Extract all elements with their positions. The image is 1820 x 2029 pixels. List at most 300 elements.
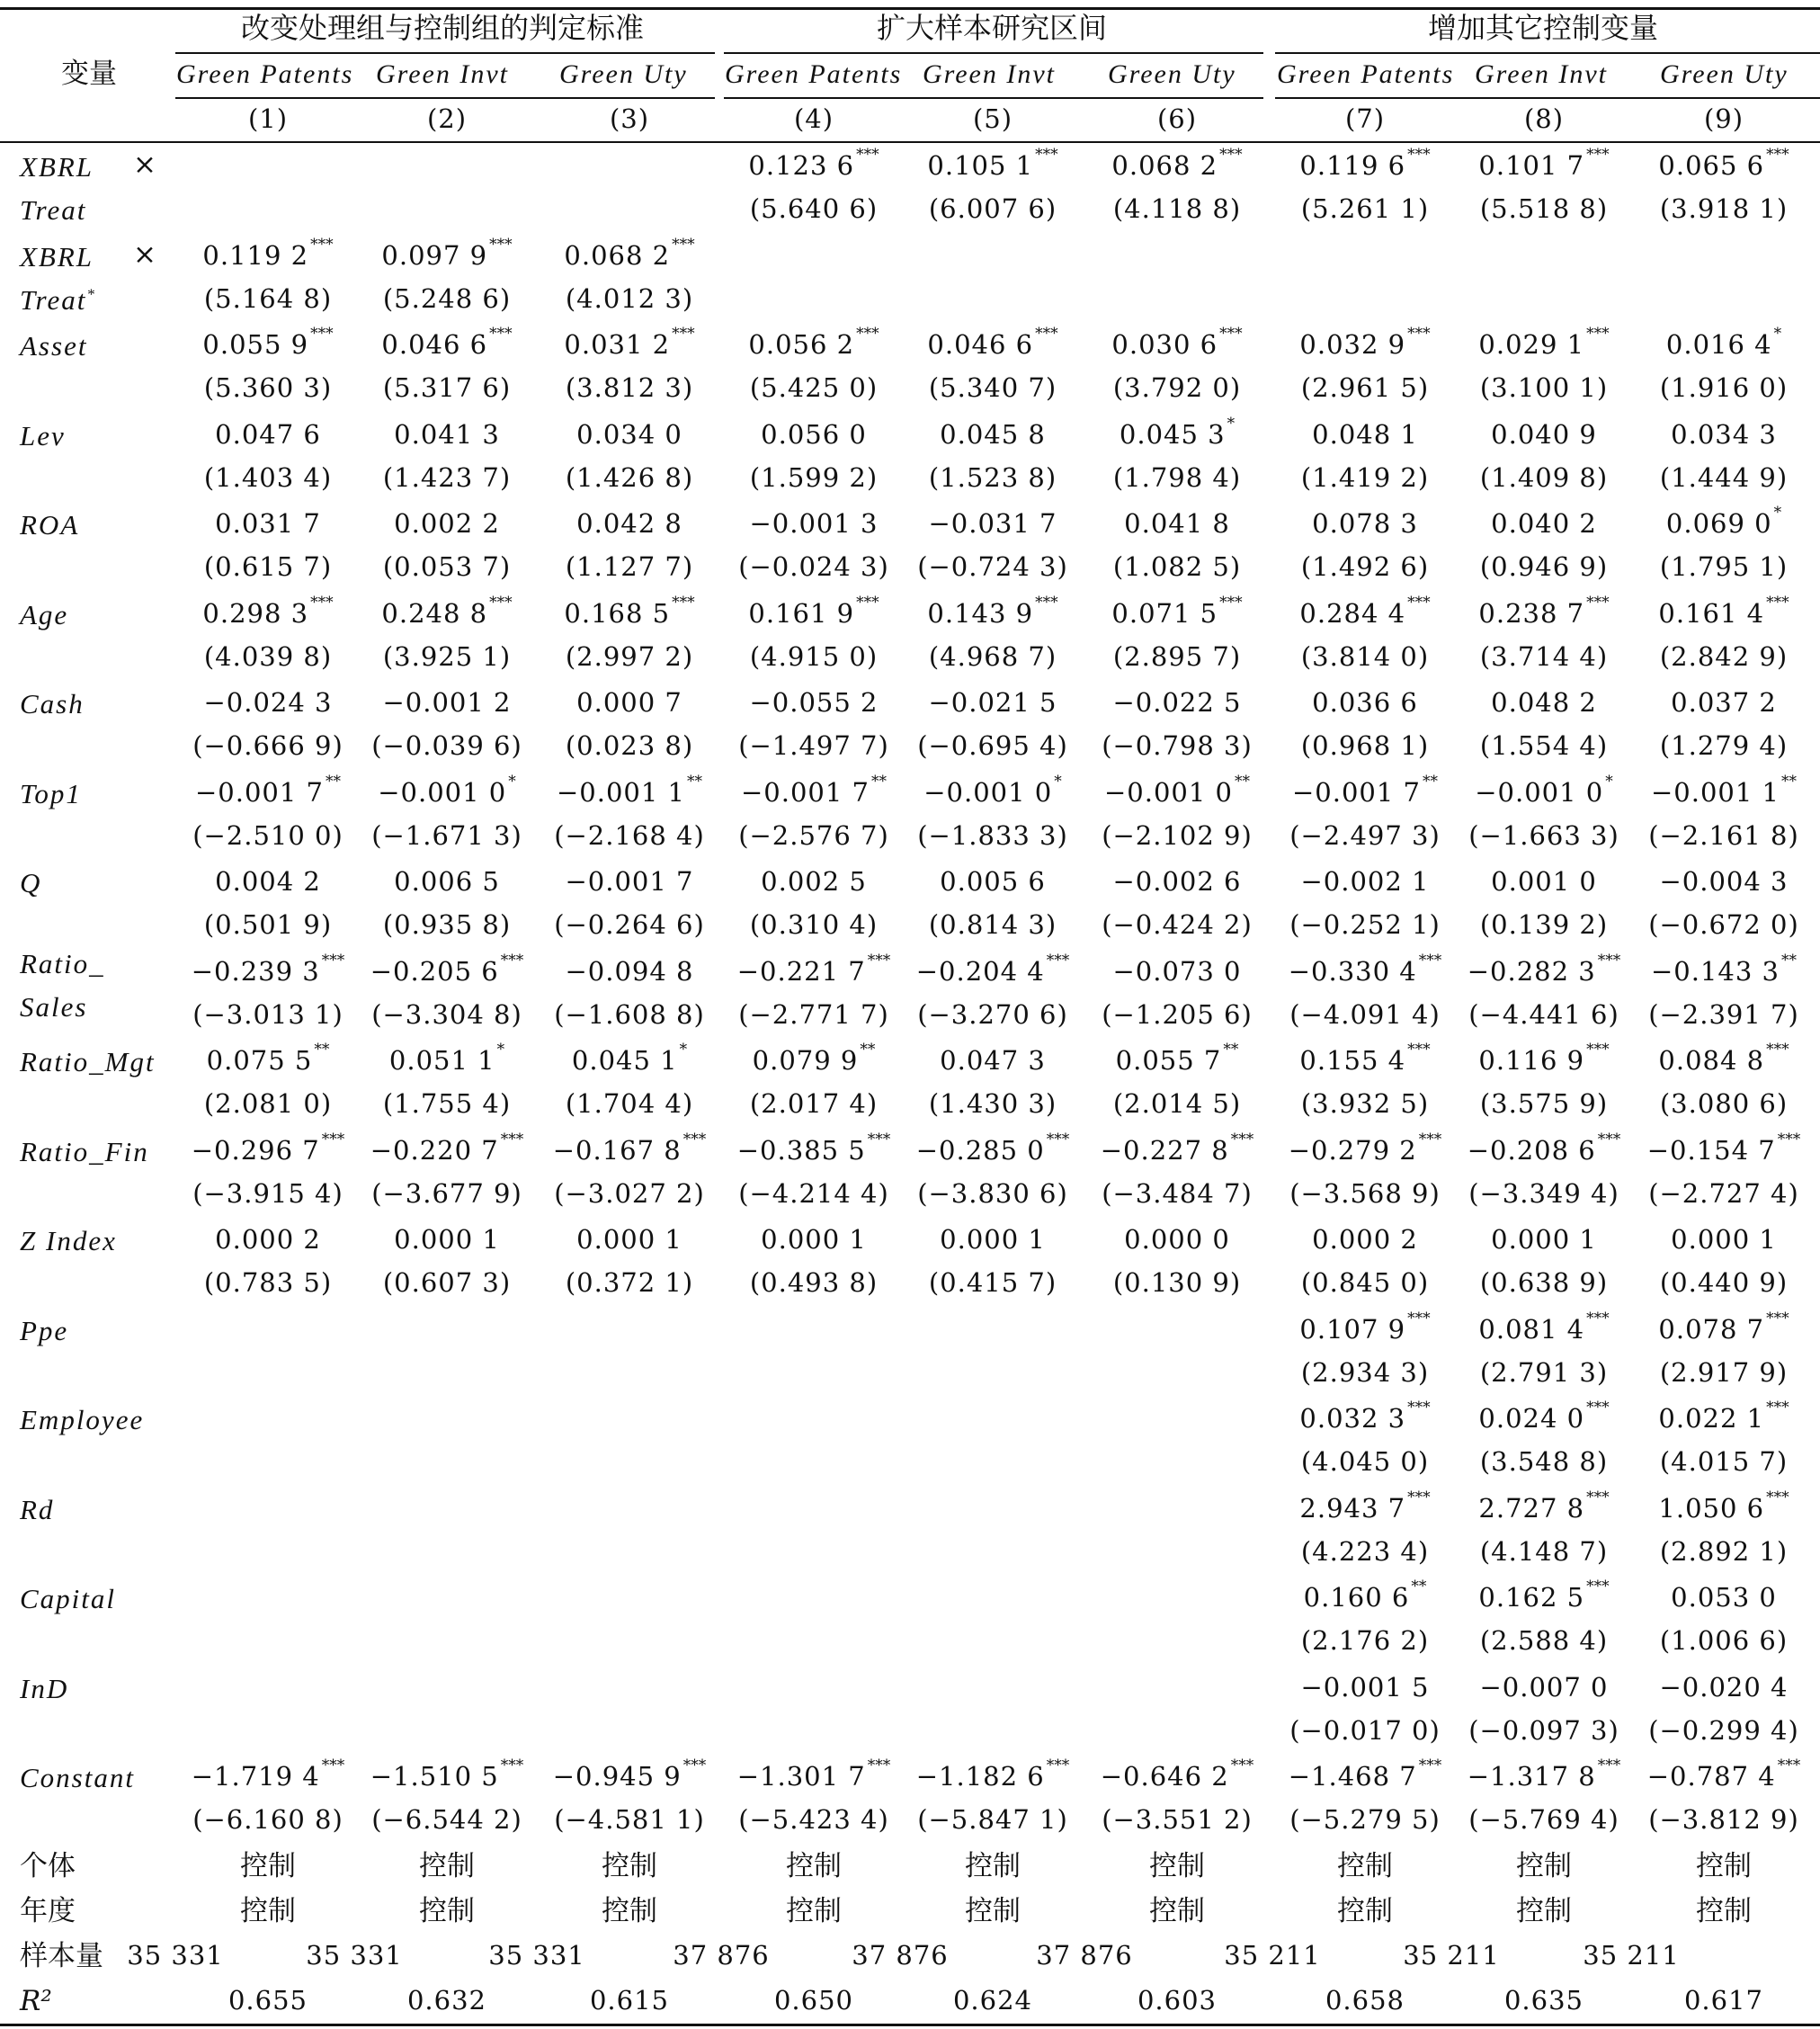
coefficient-cell: 0.029 1 ***	[1478, 325, 1610, 360]
variable-label-line2: Treat	[20, 194, 87, 226]
t-stat-cell: (−3.270 6)	[917, 998, 1068, 1030]
dependent-var-8: Green Invt	[1475, 59, 1608, 89]
t-stat-cell: (3.932 5)	[1300, 1088, 1430, 1119]
footer-value: 37 876	[1036, 1940, 1133, 1971]
t-stat-cell: (1.279 4)	[1659, 730, 1789, 761]
t-stat-cell: (4.148 7)	[1479, 1535, 1609, 1567]
footer-value: 37 876	[852, 1940, 949, 1971]
variable-label-line2: Sales	[20, 990, 88, 1023]
t-stat-cell: (0.440 9)	[1659, 1267, 1789, 1298]
coefficient-cell: 0.119 6 ***	[1299, 146, 1431, 181]
coefficient-cell: 0.168 5 ***	[564, 593, 695, 629]
coefficient-cell: 0.078 7 ***	[1658, 1309, 1789, 1345]
coefficient-cell: 0.068 2 ***	[1111, 146, 1243, 181]
coefficient-cell: 0.000 7	[576, 687, 682, 718]
t-stat-cell: (−0.424 2)	[1102, 909, 1253, 940]
t-stat-cell: (−0.264 6)	[554, 909, 705, 940]
t-stat-cell: (−2.771 7)	[738, 998, 889, 1030]
coefficient-cell: 0.055 7 **	[1115, 1041, 1239, 1076]
footer-label: 年度	[20, 1895, 76, 1927]
footer-value: 控制	[1696, 1895, 1752, 1927]
footer-value: 控制	[1337, 1850, 1393, 1882]
t-stat-cell: (5.340 7)	[928, 372, 1057, 403]
coefficient-cell: 0.155 4 ***	[1299, 1041, 1431, 1076]
t-stat-cell: (−2.497 3)	[1289, 819, 1441, 851]
coefficient-cell: −0.020 4	[1659, 1671, 1789, 1703]
column-number-9: (9)	[1703, 103, 1744, 134]
coefficient-cell: −0.143 3 **	[1651, 951, 1797, 987]
coefficient-cell: −0.001 0 *	[1475, 772, 1613, 808]
t-stat-cell: (−5.769 4)	[1468, 1804, 1619, 1835]
t-stat-cell: (4.012 3)	[565, 282, 694, 314]
t-stat-cell: (2.791 3)	[1479, 1356, 1609, 1388]
t-stat-cell: (−4.214 4)	[738, 1177, 889, 1209]
coefficient-cell: 0.071 5 ***	[1111, 593, 1243, 629]
coefficient-cell: −0.001 5	[1300, 1671, 1430, 1703]
t-stat-cell: (4.968 7)	[928, 640, 1057, 672]
t-stat-cell: (−6.544 2)	[371, 1804, 522, 1835]
footer-value: 控制	[1516, 1895, 1572, 1927]
t-stat-cell: (−5.847 1)	[917, 1804, 1068, 1835]
t-stat-cell: (−0.798 3)	[1102, 730, 1253, 761]
bottom-rule	[0, 2024, 1820, 2026]
t-stat-cell: (0.130 9)	[1112, 1267, 1242, 1298]
footer-value: 控制	[1696, 1850, 1752, 1882]
t-stat-cell: (1.082 5)	[1112, 551, 1242, 582]
t-stat-cell: (1.444 9)	[1659, 461, 1789, 493]
footer-value: 35 211	[1403, 1940, 1500, 1971]
coefficient-cell: −0.208 6 ***	[1467, 1130, 1621, 1166]
t-stat-cell: (−1.663 3)	[1468, 819, 1619, 851]
variable-label: Lev	[20, 419, 66, 451]
subheader-rule-1	[175, 97, 715, 99]
coefficient-cell: 0.006 5	[394, 866, 500, 897]
coefficient-cell: 0.042 8	[576, 508, 682, 539]
coefficient-cell: 0.101 7 ***	[1478, 146, 1610, 181]
t-stat-cell: (3.714 4)	[1479, 640, 1609, 672]
coefficient-cell: −0.205 6 ***	[370, 951, 524, 987]
footer-value: 0.624	[952, 1985, 1033, 2016]
footer-value: 控制	[240, 1895, 296, 1927]
column-number-5: (5)	[972, 103, 1013, 134]
t-stat-cell: (0.501 9)	[203, 909, 333, 940]
coefficient-cell: −0.001 1 **	[1651, 772, 1797, 808]
column-number-2: (2)	[426, 103, 468, 134]
t-stat-cell: (1.798 4)	[1112, 461, 1242, 493]
coefficient-cell: −1.468 7 ***	[1288, 1756, 1442, 1792]
coefficient-cell: 0.068 2 ***	[564, 235, 695, 271]
footer-value: 控制	[240, 1850, 296, 1882]
coefficient-cell: 0.079 9 **	[752, 1041, 876, 1076]
variable-label: Asset	[20, 330, 88, 362]
t-stat-cell: (−1.833 3)	[917, 819, 1068, 851]
footer-value: 35 211	[1224, 1940, 1321, 1971]
variable-label: Ppe	[20, 1314, 69, 1346]
coefficient-cell: 2.727 8 ***	[1478, 1488, 1610, 1524]
t-stat-cell: (−3.304 8)	[371, 998, 522, 1030]
variable-label: Top1	[20, 777, 82, 809]
group-header-2: 扩大样本研究区间	[877, 11, 1108, 45]
t-stat-cell: (2.588 4)	[1479, 1625, 1609, 1656]
t-stat-cell: (−0.017 0)	[1289, 1714, 1441, 1746]
coefficient-cell: 0.075 5 **	[206, 1041, 330, 1076]
coefficient-cell: 0.078 3	[1312, 508, 1418, 539]
coefficient-cell: 0.000 2	[1312, 1224, 1418, 1255]
coefficient-cell: −0.094 8	[565, 955, 694, 987]
footer-value: 控制	[602, 1850, 657, 1882]
coefficient-cell: −0.001 0 *	[923, 772, 1062, 808]
coefficient-cell: 0.238 7 ***	[1478, 593, 1610, 629]
dependent-var-2: Green Invt	[376, 59, 509, 89]
t-stat-cell: (4.039 8)	[203, 640, 333, 672]
coefficient-cell: 0.056 2 ***	[748, 325, 879, 360]
coefficient-cell: 2.943 7 ***	[1299, 1488, 1431, 1524]
coefficient-cell: −0.031 7	[928, 508, 1057, 539]
t-stat-cell: (−3.027 2)	[554, 1177, 705, 1209]
footer-value: 35 331	[488, 1940, 585, 1971]
coefficient-cell: 0.161 9 ***	[748, 593, 879, 629]
coefficient-cell: 0.045 3 *	[1119, 414, 1236, 450]
subheader-rule-3	[1275, 97, 1820, 99]
top-rule	[0, 7, 1820, 10]
coefficient-cell: 0.069 0 *	[1665, 504, 1782, 539]
footer-label: R²	[20, 1985, 52, 2017]
coefficient-cell: −0.945 9 ***	[552, 1756, 707, 1792]
coefficient-cell: 0.040 9	[1491, 418, 1597, 450]
coefficient-cell: −0.001 2	[382, 687, 512, 718]
coefficient-cell: 0.022 1 ***	[1658, 1399, 1789, 1434]
group-rule-1	[175, 52, 715, 54]
coefficient-cell: −0.001 3	[749, 508, 879, 539]
coefficient-cell: 0.051 1 *	[388, 1041, 505, 1076]
footer-value: 37 876	[673, 1940, 770, 1971]
coefficient-cell: −1.182 6 ***	[915, 1756, 1070, 1792]
t-stat-cell: (0.638 9)	[1479, 1267, 1609, 1298]
coefficient-cell: 0.160 6 **	[1303, 1578, 1427, 1613]
t-stat-cell: (4.045 0)	[1300, 1446, 1430, 1477]
t-stat-cell: (−3.013 1)	[192, 998, 343, 1030]
t-stat-cell: (0.814 3)	[928, 909, 1057, 940]
coefficient-cell: 0.002 2	[394, 508, 500, 539]
t-stat-cell: (2.961 5)	[1300, 372, 1430, 403]
coefficient-cell: −1.510 5 ***	[370, 1756, 524, 1792]
coefficient-cell: 0.248 8 ***	[381, 593, 513, 629]
variable-label: Ratio_Fin	[20, 1135, 149, 1167]
coefficient-cell: 0.031 7	[215, 508, 321, 539]
coefficient-cell: 0.002 5	[761, 866, 867, 897]
variable-label: Rd	[20, 1493, 55, 1525]
coefficient-cell: −0.001 1 **	[557, 772, 702, 808]
coefficient-cell: 0.162 5 ***	[1478, 1578, 1610, 1613]
t-stat-cell: (2.917 9)	[1659, 1356, 1789, 1388]
coefficient-cell: 0.119 2 ***	[202, 235, 334, 271]
t-stat-cell: (−3.551 2)	[1102, 1804, 1253, 1835]
t-stat-cell: (3.814 0)	[1300, 640, 1430, 672]
t-stat-cell: (0.935 8)	[382, 909, 512, 940]
t-stat-cell: (1.795 1)	[1659, 551, 1789, 582]
coefficient-cell: 0.097 9 ***	[381, 235, 513, 271]
coefficient-cell: 0.055 9 ***	[202, 325, 334, 360]
t-stat-cell: (−1.497 7)	[738, 730, 889, 761]
group-rule-2	[724, 52, 1263, 54]
t-stat-cell: (5.360 3)	[203, 372, 333, 403]
coefficient-cell: −0.282 3 ***	[1467, 951, 1621, 987]
coefficient-cell: 0.032 9 ***	[1299, 325, 1431, 360]
coefficient-cell: −0.221 7 ***	[736, 951, 891, 987]
t-stat-cell: (0.493 8)	[749, 1267, 879, 1298]
coefficient-cell: 0.041 8	[1124, 508, 1230, 539]
t-stat-cell: (−1.205 6)	[1102, 998, 1253, 1030]
variable-header: 变量	[61, 58, 117, 90]
t-stat-cell: (0.415 7)	[928, 1267, 1057, 1298]
t-stat-cell: (4.015 7)	[1659, 1446, 1789, 1477]
t-stat-cell: (−0.299 4)	[1648, 1714, 1799, 1746]
coefficient-cell: −0.055 2	[749, 687, 879, 718]
coefficient-cell: 0.005 6	[940, 866, 1046, 897]
dependent-var-6: Green Uty	[1108, 59, 1236, 89]
t-stat-cell: (1.492 6)	[1300, 551, 1430, 582]
coefficient-cell: 0.000 0	[1124, 1224, 1230, 1255]
coefficient-cell: 0.284 4 ***	[1299, 593, 1431, 629]
column-number-8: (8)	[1523, 103, 1565, 134]
t-stat-cell: (4.915 0)	[749, 640, 879, 672]
coefficient-cell: 0.107 9 ***	[1299, 1309, 1431, 1345]
t-stat-cell: (6.007 6)	[928, 193, 1057, 224]
t-stat-cell: (−0.024 3)	[738, 551, 889, 582]
header-bottom-rule	[0, 141, 1820, 143]
coefficient-cell: −1.317 8 ***	[1467, 1756, 1621, 1792]
t-stat-cell: (−2.510 0)	[192, 819, 343, 851]
coefficient-cell: 0.024 0 ***	[1478, 1399, 1610, 1434]
coefficient-cell: 0.065 6 ***	[1658, 146, 1789, 181]
t-stat-cell: (−2.161 8)	[1648, 819, 1799, 851]
column-number-1: (1)	[247, 103, 289, 134]
coefficient-cell: 0.084 8 ***	[1658, 1041, 1789, 1076]
t-stat-cell: (0.310 4)	[749, 909, 879, 940]
t-stat-cell: (−3.830 6)	[917, 1177, 1068, 1209]
t-stat-cell: (1.423 7)	[382, 461, 512, 493]
t-stat-cell: (−2.391 7)	[1648, 998, 1799, 1030]
footer-value: 控制	[965, 1850, 1021, 1882]
coefficient-cell: −0.002 1	[1300, 866, 1430, 897]
dependent-var-4: Green Patents	[725, 59, 903, 89]
variable-label: Employee	[20, 1404, 145, 1435]
t-stat-cell: (−3.568 9)	[1289, 1177, 1441, 1209]
t-stat-cell: (0.946 9)	[1479, 551, 1609, 582]
t-stat-cell: (3.812 3)	[565, 372, 694, 403]
coefficient-cell: −1.301 7 ***	[736, 1756, 891, 1792]
footer-value: 35 331	[306, 1940, 403, 1971]
t-stat-cell: (5.248 6)	[382, 282, 512, 314]
t-stat-cell: (−5.423 4)	[738, 1804, 889, 1835]
t-stat-cell: (3.080 6)	[1659, 1088, 1789, 1119]
coefficient-cell: 0.116 9 ***	[1478, 1041, 1610, 1076]
variable-label: Ratio_	[20, 947, 105, 979]
coefficient-cell: −0.001 7 **	[195, 772, 341, 808]
variable-label: Cash	[20, 688, 85, 720]
coefficient-cell: −0.154 7 ***	[1646, 1130, 1801, 1166]
coefficient-cell: 0.053 0	[1671, 1582, 1777, 1613]
coefficient-cell: 0.056 0	[761, 418, 867, 450]
t-stat-cell: (−0.097 3)	[1468, 1714, 1619, 1746]
t-stat-cell: (−4.441 6)	[1468, 998, 1619, 1030]
footer-value: 0.650	[773, 1985, 854, 2016]
coefficient-cell: 0.046 6 ***	[927, 325, 1058, 360]
t-stat-cell: (−6.160 8)	[192, 1804, 343, 1835]
t-stat-cell: (−3.915 4)	[192, 1177, 343, 1209]
coefficient-cell: 0.047 3	[940, 1045, 1046, 1076]
footer-value: 0.635	[1503, 1985, 1584, 2016]
variable-label: InD	[20, 1672, 69, 1704]
t-stat-cell: (−2.168 4)	[554, 819, 705, 851]
coefficient-cell: −0.385 5 ***	[736, 1130, 891, 1166]
t-stat-cell: (5.164 8)	[203, 282, 333, 314]
footer-value: 控制	[1337, 1895, 1393, 1927]
dependent-var-3: Green Uty	[559, 59, 688, 89]
dependent-var-7: Green Patents	[1277, 59, 1455, 89]
t-stat-cell: (−1.671 3)	[371, 819, 522, 851]
coefficient-cell: 0.081 4 ***	[1478, 1309, 1610, 1345]
subheader-rule-2	[724, 97, 1263, 99]
coefficient-cell: 0.048 1	[1312, 418, 1418, 450]
coefficient-cell: 0.001 0	[1491, 866, 1597, 897]
t-stat-cell: (−0.724 3)	[917, 551, 1068, 582]
t-stat-cell: (2.895 7)	[1112, 640, 1242, 672]
coefficient-cell: −0.227 8 ***	[1100, 1130, 1254, 1166]
coefficient-cell: 0.123 6 ***	[748, 146, 879, 181]
footer-value: 35 211	[1583, 1940, 1680, 1971]
coefficient-cell: −0.220 7 ***	[370, 1130, 524, 1166]
t-stat-cell: (5.425 0)	[749, 372, 879, 403]
t-stat-cell: (−4.091 4)	[1289, 998, 1441, 1030]
t-stat-cell: (3.100 1)	[1479, 372, 1609, 403]
coefficient-cell: −0.787 4 ***	[1646, 1756, 1801, 1792]
variable-label: XBRL	[20, 240, 94, 273]
t-stat-cell: (−0.672 0)	[1648, 909, 1799, 940]
t-stat-cell: (1.419 2)	[1300, 461, 1430, 493]
t-stat-cell: (0.783 5)	[203, 1267, 333, 1298]
footer-label: 个体	[20, 1850, 76, 1882]
t-stat-cell: (−3.812 9)	[1648, 1804, 1799, 1835]
coefficient-cell: 0.048 2	[1491, 687, 1597, 718]
t-stat-cell: (2.997 2)	[565, 640, 694, 672]
t-stat-cell: (1.704 4)	[565, 1088, 694, 1119]
t-stat-cell: (0.968 1)	[1300, 730, 1430, 761]
variable-label: Constant	[20, 1762, 135, 1793]
dependent-var-9: Green Uty	[1660, 59, 1789, 89]
footer-value: 控制	[1149, 1850, 1205, 1882]
coefficient-cell: −0.002 6	[1112, 866, 1242, 897]
t-stat-cell: (1.127 7)	[565, 551, 694, 582]
coefficient-cell: 0.045 1 *	[571, 1041, 688, 1076]
t-stat-cell: (−2.102 9)	[1102, 819, 1253, 851]
variable-label: Capital	[20, 1583, 117, 1614]
footer-value: 0.615	[589, 1985, 670, 2016]
t-stat-cell: (−0.666 9)	[192, 730, 343, 761]
variable-label: XBRL	[20, 151, 94, 183]
t-stat-cell: (1.426 8)	[565, 461, 694, 493]
variable-label: Age	[20, 598, 69, 630]
t-stat-cell: (−1.608 8)	[554, 998, 705, 1030]
coefficient-cell: 0.040 2	[1491, 508, 1597, 539]
t-stat-cell: (2.842 9)	[1659, 640, 1789, 672]
times-sign: ×	[133, 148, 156, 181]
column-number-3: (3)	[609, 103, 650, 134]
t-stat-cell: (0.023 8)	[565, 730, 694, 761]
footer-value: 控制	[419, 1850, 475, 1882]
footer-value: 0.603	[1137, 1985, 1218, 2016]
times-sign: ×	[133, 237, 156, 271]
t-stat-cell: (−2.727 4)	[1648, 1177, 1799, 1209]
coefficient-cell: −0.001 7	[565, 866, 694, 897]
t-stat-cell: (0.607 3)	[382, 1267, 512, 1298]
t-stat-cell: (−0.252 1)	[1289, 909, 1441, 940]
coefficient-cell: −0.001 7 **	[1292, 772, 1438, 808]
t-stat-cell: (−3.484 7)	[1102, 1177, 1253, 1209]
variable-label: Q	[20, 867, 42, 898]
footer-value: 控制	[1516, 1850, 1572, 1882]
coefficient-cell: 0.000 1	[1491, 1224, 1597, 1255]
t-stat-cell: (2.176 2)	[1300, 1625, 1430, 1656]
t-stat-cell: (2.017 4)	[749, 1088, 879, 1119]
t-stat-cell: (2.081 0)	[203, 1088, 333, 1119]
coefficient-cell: −0.001 0 *	[378, 772, 516, 808]
t-stat-cell: (−2.576 7)	[738, 819, 889, 851]
coefficient-cell: 0.030 6 ***	[1111, 325, 1243, 360]
t-stat-cell: (3.918 1)	[1659, 193, 1789, 224]
t-stat-cell: (1.409 8)	[1479, 461, 1609, 493]
t-stat-cell: (0.615 7)	[203, 551, 333, 582]
t-stat-cell: (3.548 8)	[1479, 1446, 1609, 1477]
t-stat-cell: (−0.039 6)	[371, 730, 522, 761]
coefficient-cell: −0.004 3	[1659, 866, 1789, 897]
t-stat-cell: (1.006 6)	[1659, 1625, 1789, 1656]
t-stat-cell: (1.523 8)	[928, 461, 1057, 493]
t-stat-cell: (1.403 4)	[203, 461, 333, 493]
coefficient-cell: 0.016 4 *	[1665, 325, 1782, 360]
variable-label: Z Index	[20, 1225, 117, 1256]
t-stat-cell: (−3.677 9)	[371, 1177, 522, 1209]
t-stat-cell: (4.223 4)	[1300, 1535, 1430, 1567]
coefficient-cell: −0.024 3	[203, 687, 333, 718]
t-stat-cell: (−0.695 4)	[917, 730, 1068, 761]
variable-label: ROA	[20, 509, 80, 541]
group-header-3: 增加其它控制变量	[1428, 11, 1659, 45]
coefficient-cell: 0.298 3 ***	[202, 593, 334, 629]
t-stat-cell: (3.925 1)	[382, 640, 512, 672]
coefficient-cell: 0.036 6	[1312, 687, 1418, 718]
group-header-1: 改变处理组与控制组的判定标准	[241, 11, 645, 45]
coefficient-cell: −1.719 4 ***	[191, 1756, 345, 1792]
footer-value: 控制	[786, 1850, 842, 1882]
coefficient-cell: −0.001 0 **	[1104, 772, 1250, 808]
coefficient-cell: 0.045 8	[940, 418, 1046, 450]
coefficient-cell: 0.047 6	[215, 418, 321, 450]
t-stat-cell: (2.934 3)	[1300, 1356, 1430, 1388]
variable-label: Ratio_Mgt	[20, 1046, 156, 1077]
t-stat-cell: (1.599 2)	[749, 461, 879, 493]
t-stat-cell: (5.518 8)	[1479, 193, 1609, 224]
coefficient-cell: −0.330 4 ***	[1288, 951, 1442, 987]
t-stat-cell: (−3.349 4)	[1468, 1177, 1619, 1209]
footer-value: 0.658	[1325, 1985, 1405, 2016]
coefficient-cell: 0.034 0	[576, 418, 682, 450]
coefficient-cell: 0.000 1	[1671, 1224, 1777, 1255]
coefficient-cell: 0.105 1 ***	[927, 146, 1058, 181]
coefficient-cell: 0.000 1	[940, 1224, 1046, 1255]
coefficient-cell: 0.031 2 ***	[564, 325, 695, 360]
coefficient-cell: −0.239 3 ***	[191, 951, 345, 987]
